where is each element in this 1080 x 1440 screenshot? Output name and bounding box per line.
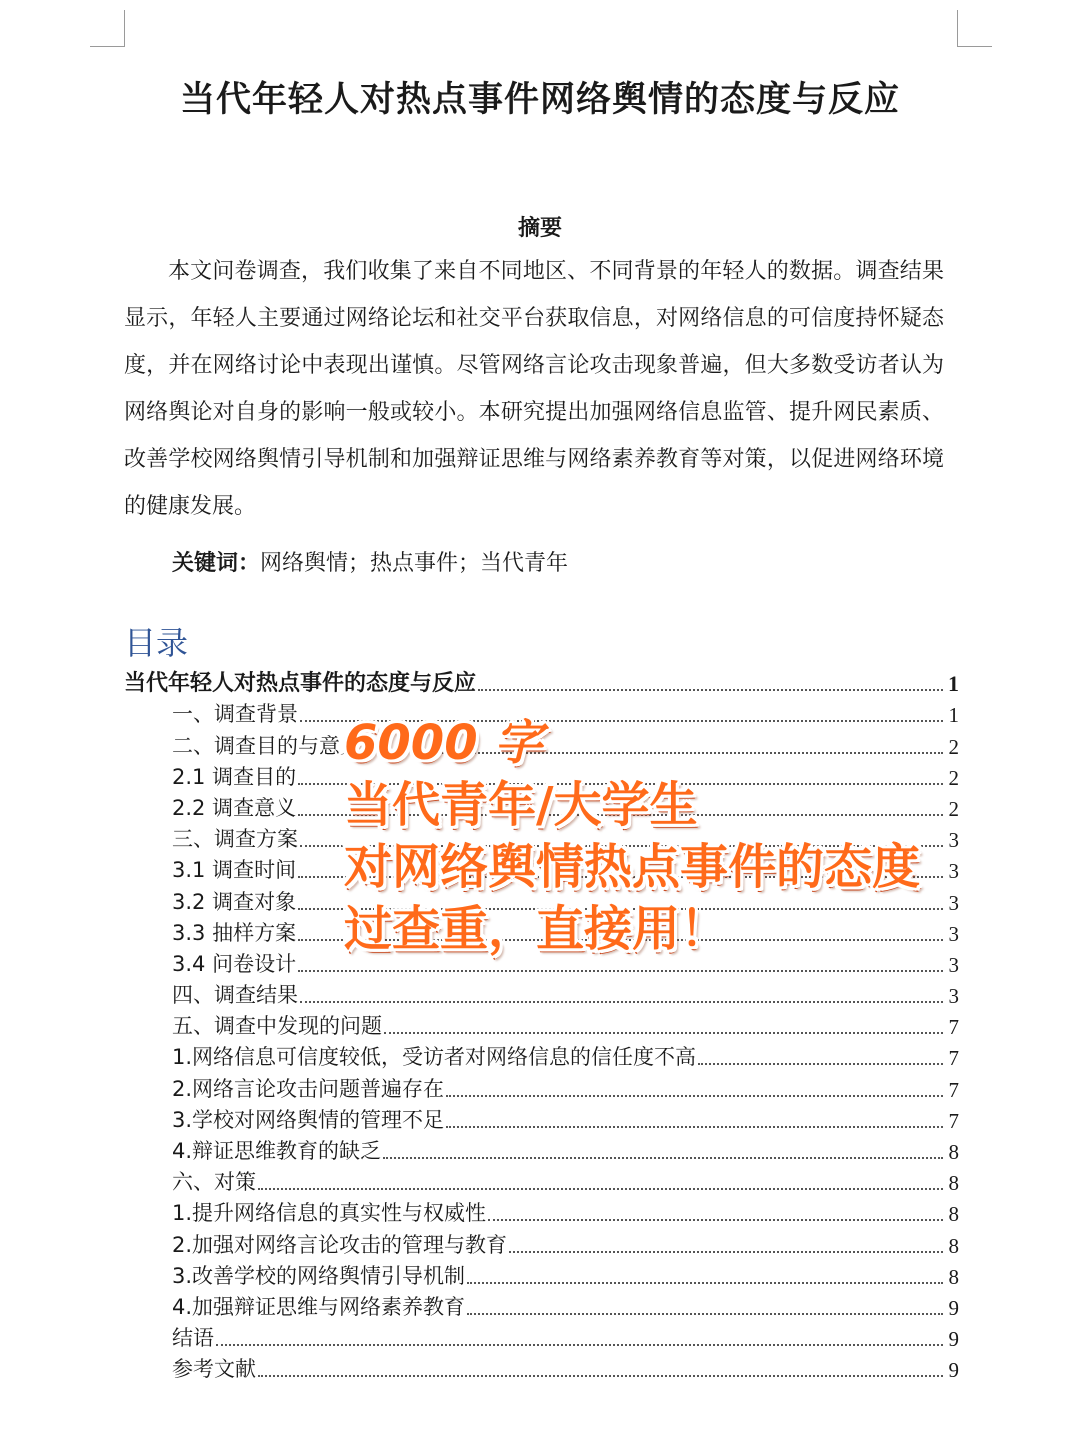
toc-entry[interactable] (124, 1134, 959, 1165)
toc-leader-dots (384, 1032, 943, 1034)
toc-entry-page: 3 (948, 859, 959, 884)
toc-leader-dots (467, 1313, 943, 1315)
toc-entry[interactable] (124, 1196, 959, 1227)
toc-entry-title: 一、调查背景 (172, 702, 298, 727)
toc-entry-page: 8 (948, 1233, 959, 1258)
toc-entry-page: 3 (948, 952, 959, 977)
toc-leader-dots (216, 1344, 943, 1346)
toc-leader-dots (446, 1095, 943, 1097)
abstract-heading: 摘要 (517, 216, 562, 241)
toc-entry-title: 结语 (172, 1326, 214, 1351)
toc-leader-dots (698, 1063, 943, 1065)
toc-leader-dots (488, 1219, 943, 1221)
toc-entry-page: 7 (948, 1108, 959, 1133)
toc-leader-dots (509, 1251, 943, 1253)
toc-entry-title: 3.3 抽样方案 (172, 920, 297, 945)
promo-claim: 过查重，直接用！ (344, 901, 729, 957)
toc-entry-page: 9 (948, 1327, 959, 1352)
toc-entry-page: 8 (948, 1140, 959, 1164)
abstract-text: 本文问卷调查，我们收集了来自不同地区、不同背景的年轻人的数据。调查结果显示，年轻人主要通过网络论坛和社交平台获取信息，对网络信息的可信度持怀疑态度，并在网络讨论中表现出谨慎。尽管网络言论攻击现象普遍，但大多数受访者认为网络舆论对自身的影响一般或较小。本研究提出加强网络信息监管、提升网民素质、改善学校网络舆情引导机制和加强辩证思维与网络素养教育等对策，以促进网络环境的健康发展。 (124, 259, 944, 519)
toc-entry-page: 3 (948, 828, 959, 853)
toc-leader-dots (300, 1001, 943, 1003)
toc-entry[interactable] (124, 1321, 959, 1352)
toc-leader-dots (383, 1157, 943, 1159)
toc-entry-page: 9 (948, 1358, 959, 1383)
keywords-text: 网络舆情；热点事件；当代青年 (260, 551, 569, 576)
toc-entry-title: 3.4 问卷设计 (172, 951, 297, 976)
toc-entry-page: 9 (948, 1295, 959, 1320)
toc-entry[interactable] (124, 1103, 959, 1134)
toc-entry-page: 3 (948, 890, 959, 915)
toc-entry-page: 2 (948, 796, 959, 821)
keywords-line (172, 546, 568, 577)
toc-entry-title: 五、调查中发现的问题 (172, 1014, 382, 1039)
toc-entry-page: 1 (948, 671, 959, 697)
toc-entry-title: 3.2 调查对象 (172, 889, 297, 914)
toc-entry-title: 三、调查方案 (172, 827, 298, 852)
toc-entry-title: 2.1 调查目的 (172, 764, 297, 789)
toc-leader-dots (258, 1188, 943, 1190)
toc-entry-title: 2.2 调查意义 (172, 795, 297, 820)
keywords-label: 关键词： (172, 551, 261, 576)
toc-entry-title: 二、调查目的与意义 (172, 733, 361, 758)
toc-entry-page: 7 (948, 1046, 959, 1071)
toc-heading: 目录 (124, 624, 189, 662)
toc-entry[interactable] (124, 1352, 959, 1383)
toc-entry[interactable] (124, 978, 959, 1009)
toc-entry-title: 4.辩证思维教育的缺乏 (172, 1139, 382, 1163)
toc-entry-title: 3.1 调查时间 (172, 858, 297, 883)
toc-leader-dots (478, 689, 943, 691)
toc-entry-page: 3 (948, 984, 959, 1009)
toc-entry[interactable] (124, 1290, 959, 1321)
toc-entry-title: 3.学校对网络舆情的管理不足 (172, 1107, 445, 1132)
toc-entry-page: 2 (948, 765, 959, 790)
toc-entry-title: 1.网络信息可信度较低，受访者对网络信息的信任度不高 (172, 1045, 697, 1070)
promo-topic: 对网络舆情热点事件的态度 (344, 839, 921, 895)
toc-entry[interactable] (124, 1071, 959, 1102)
toc-entry[interactable] (124, 1165, 959, 1196)
promo-word-count: 6000 字 (344, 715, 543, 771)
toc-entry-page: 2 (948, 734, 959, 759)
page-corner-mark-top-left (90, 10, 125, 47)
toc-entry-title: 六、对策 (172, 1170, 256, 1195)
toc-entry-page: 7 (948, 1077, 959, 1102)
toc-entry-page: 8 (948, 1202, 959, 1227)
toc-entry-page: 1 (948, 703, 959, 728)
toc-entry[interactable] (124, 1009, 959, 1040)
toc-entry-page: 7 (948, 1015, 959, 1040)
toc-entry[interactable] (124, 666, 959, 697)
toc-entry-title: 2.网络言论攻击问题普遍存在 (172, 1076, 445, 1101)
toc-entry[interactable] (124, 1259, 959, 1290)
toc-entry[interactable] (124, 1227, 959, 1258)
toc-entry-title: 1.提升网络信息的真实性与权威性 (172, 1201, 487, 1226)
toc-entry-title: 3.改善学校的网络舆情引导机制 (172, 1263, 466, 1288)
promo-audience: 当代青年/大学生 (344, 777, 698, 833)
toc-leader-dots (258, 1375, 943, 1377)
toc-entry-title: 当代年轻人对热点事件的态度与反应 (124, 671, 477, 697)
toc-leader-dots (467, 1282, 943, 1284)
toc-leader-dots (446, 1126, 943, 1128)
toc-entry-title: 4.加强辩证思维与网络素养教育 (172, 1294, 466, 1319)
toc-entry-page: 3 (948, 921, 959, 946)
page-corner-mark-top-right (957, 10, 992, 47)
toc-entry-title: 四、调查结果 (172, 983, 298, 1008)
toc-entry[interactable] (124, 1040, 959, 1071)
promo-overlay (344, 712, 920, 960)
toc-entry-title: 参考文献 (172, 1357, 256, 1382)
toc-entry-page: 8 (948, 1171, 959, 1196)
toc-entry-title: 2.加强对网络言论攻击的管理与教育 (172, 1232, 508, 1257)
toc-entry-page: 8 (948, 1264, 959, 1289)
document-title: 当代年轻人对热点事件网络舆情的态度与反应 (179, 80, 900, 120)
toc-leader-dots (298, 970, 943, 972)
